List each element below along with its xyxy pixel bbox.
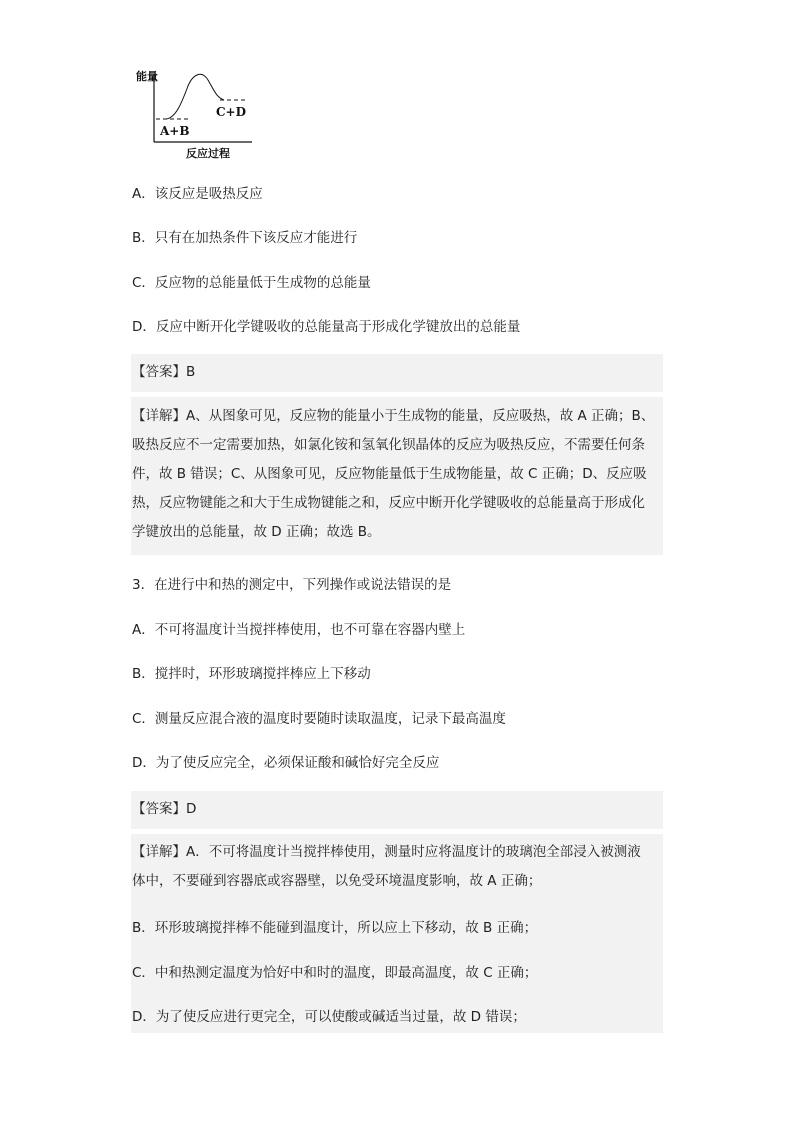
q2-explanation (132, 402, 660, 547)
q3-option-d: D．为了使反应完全，必须保证酸和碱恰好完全反应 (132, 755, 440, 771)
q2-explanation-line: 【详解】A、从图象可见，反应物的能量小于生成物的能量，反应吸热，故 A 正确；B、 (132, 408, 655, 424)
y-axis-label: 能量 (136, 70, 158, 83)
reactant-label: A+B (160, 124, 190, 138)
q2-option-c: C．反应物的总能量低于生成物的总能量 (132, 275, 371, 291)
q2-explanation-line: 学键放出的总能量，故 D 正确；故选 B。 (132, 524, 381, 540)
product-label: C+D (216, 105, 247, 119)
q3-explanation-item-b: B．环形玻璃搅拌棒不能碰到温度计，所以应上下移动，故 B 正确； (132, 920, 538, 936)
q3-explanation-item-d: D．为了使反应进行更完全，可以使酸或碱适当过量，故 D 错误； (132, 1009, 526, 1025)
q3-explanation-item-c: C．中和热测定温度为恰好中和时的温度，即最高温度，故 C 正确； (132, 965, 538, 981)
q2-option-a: A．该反应是吸热反应 (132, 186, 263, 202)
q2-option-b: B．只有在加热条件下该反应才能进行 (132, 230, 358, 246)
q3-option-c: C．测量反应混合液的温度时要随时读取温度，记录下最高温度 (132, 711, 506, 727)
q2-explanation-line: 热，反应物键能之和大于生成物键能之和，反应中断开化学键吸收的总能量高于形成化 (132, 495, 645, 511)
q2-answer: 【答案】B (132, 364, 196, 380)
q3-explanation (132, 838, 660, 896)
energy-diagram-svg (132, 66, 256, 162)
q3-explanation-line: 体中，不要碰到容器底或容器壁，以免受环境温度影响，故 A 正确； (132, 873, 542, 889)
q2-explanation-line: 件，故 B 错误；C、从图象可见，反应物能量低于生成物能量，故 C 正确；D、反应吸 (132, 466, 647, 482)
q3-option-a: A．不可将温度计当搅拌棒使用，也不可靠在容器内壁上 (132, 622, 466, 638)
q2-option-d: D．反应中断开化学键吸收的总能量高于形成化学键放出的总能量 (132, 319, 521, 335)
q2-answer-block (131, 354, 663, 392)
x-axis-label: 反应过程 (186, 147, 230, 160)
q3-answer: 【答案】D (132, 801, 197, 817)
q3-answer-block (131, 791, 663, 829)
q3-question: 3．在进行中和热的测定中，下列操作或说法错误的是 (132, 577, 452, 593)
q3-explanation-line: 【详解】A．不可将温度计当搅拌棒使用，测量时应将温度计的玻璃泡全部浸入被测液 (132, 844, 641, 860)
q2-explanation-line: 吸热反应不一定需要加热，如氯化铵和氢氧化钡晶体的反应为吸热反应，不需要任何条 (132, 437, 645, 453)
energy-diagram (132, 66, 256, 162)
q3-option-b: B．搅拌时，环形玻璃搅拌棒应上下移动 (132, 666, 371, 682)
